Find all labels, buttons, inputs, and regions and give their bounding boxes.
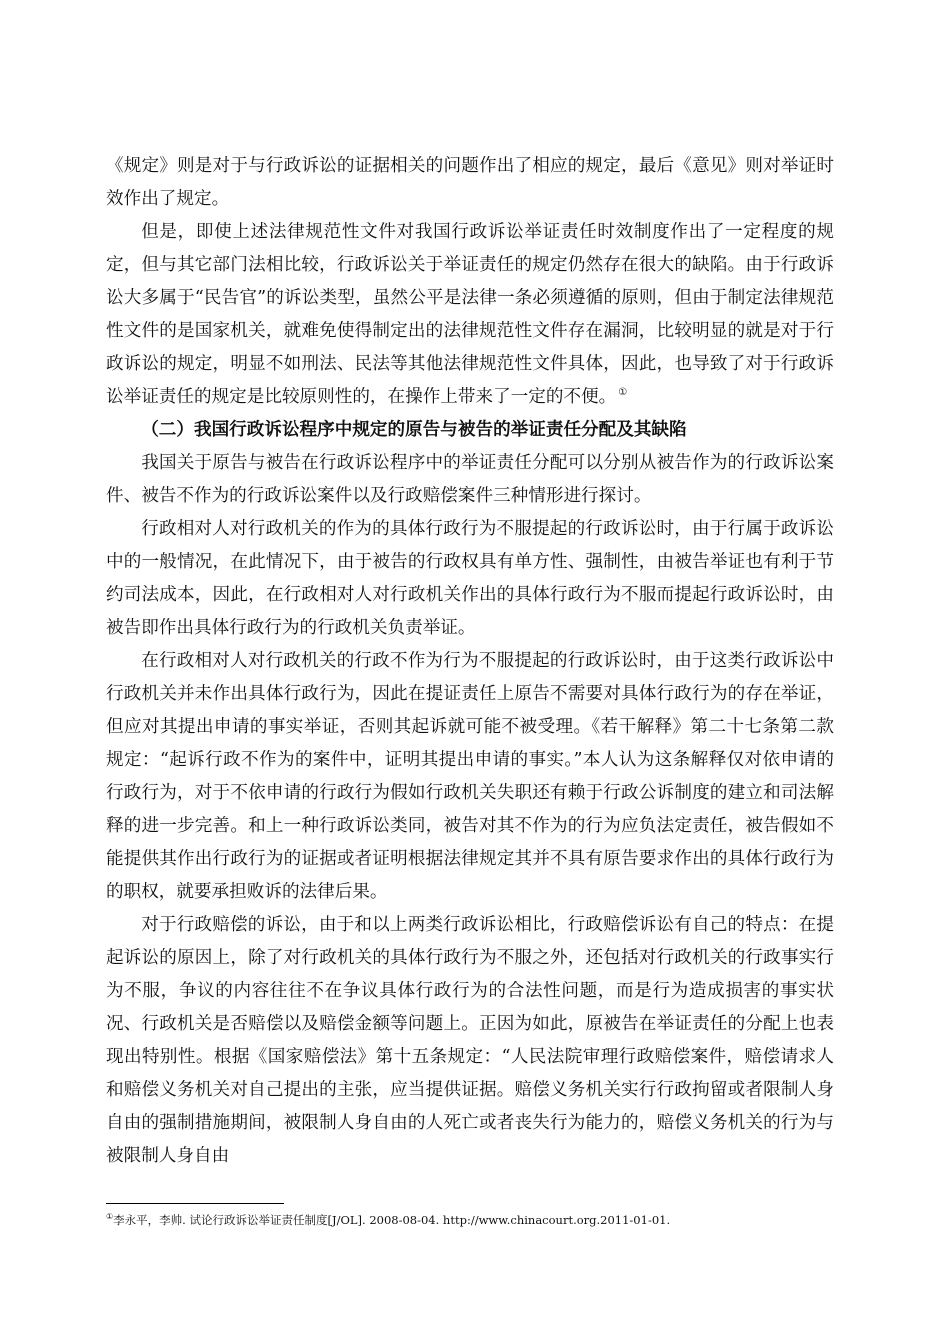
paragraph: 行政相对人对行政机关的作为的具体行政行为不服提起的行政诉讼时，由于行属于政诉讼中的一般情况，在此情况下，由于被告的行政权具有单方性、强制性，由被告举证也有利于节约司法成本，因此，在行政相对人对行政机关作出的具体行政行为不服而提起行政诉讼时，由被告即作出具体行政行为的行政机关负责举证。 — [106, 519, 834, 638]
footnote — [106, 1207, 846, 1230]
footnote-reference: ① — [618, 387, 628, 399]
footnote-mark: ① — [106, 1212, 114, 1221]
footnote-text: 李永平，李帅. 试论行政诉讼举证责任制度[J/OL]. 2008-08-04. http://www.chinacourt.org.2011-01-01. — [113, 1212, 671, 1227]
paragraph-continuation: 《规定》则是对于与行政诉讼的证据相关的问题作出了相应的规定，最后《意见》则对举证时效作出了规定。 — [106, 156, 834, 209]
footnote-divider — [106, 1203, 284, 1204]
section-heading: （二）我国行政诉讼程序中规定的原告与被告的举证责任分配及其缺陷 — [141, 420, 687, 440]
paragraph: 对于行政赔偿的诉讼，由于和以上两类行政诉讼相比，行政赔偿诉讼有自己的特点：在提起诉讼的原因上，除了对行政机关的具体行政行为不服之外，还包括对行政机关的行政事实行为不服，争议的内容往往不在争议具体行政行为的合法性问题，而是行为造成损害的事实状况、行政机关是否赔偿以及赔偿金额等问题上。正因为如此，原被告在举证责任的分配上也表现出特别性。根据《国家赔偿法》第十五条规定：“人民法院审理行政赔偿案件，赔偿请求人和赔偿义务机关对自己提出的主张，应当提供证据。赔偿义务机关实行行政拘留或者限制人身自由的强制措施期间，被限制人身自由的人死亡或者丧失行为能力的，赔偿义务机关的行为与被限制人身自由 — [106, 915, 834, 1166]
paragraph-text: 但是，即使上述法律规范性文件对我国行政诉讼举证责任时效制度作出了一定程度的规定，但与其它部门法相比较，行政诉讼关于举证责任的规定仍然存在很大的缺陷。由于行政诉讼大多属于“民告官”的诉讼类型，虽然公平是法律一条必须遵循的原则，但由于制定法律规范性文件的是国家机关，就难免使得制定出的法律规范性文件存在漏洞，比较明显的就是对于行政诉讼的规定，明显不如刑法、民法等其他法律规范性文件具体，因此，也导致了对于行政诉讼举证责任的规定是比较原则性的，在操作上带来了一定的不便。 — [106, 222, 834, 407]
paragraph: 我国关于原告与被告在行政诉讼程序中的举证责任分配可以分别从被告作为的行政诉讼案件、被告不作为的行政诉讼案件以及行政赔偿案件三种情形进行探讨。 — [106, 453, 834, 506]
paragraph: 在行政相对人对行政机关的行政不作为行为不服提起的行政诉讼时，由于这类行政诉讼中行政机关并未作出具体行政行为，因此在提证责任上原告不需要对具体行政行为的存在举证，但应对其提出申请的事实举证，否则其起诉就可能不被受理。《若干解释》第二十七条第二款规定：“起诉行政不作为的案件中，证明其提出申请的事实。”本人认为这条解释仅对依申请的行政行为，对于不依申请的行政行为假如行政机关失职还有赖于行政公诉制度的建立和司法解释的进一步完善。和上一种行政诉讼类同，被告对其不作为的行为应负法定责任，被告假如不能提供其作出行政行为的证据或者证明根据法律规定其并不具有原告要求作出的具体行政行为的职权，就要承担败诉的法律后果。 — [106, 651, 834, 902]
paragraph — [106, 216, 834, 414]
document-body — [106, 150, 834, 1173]
